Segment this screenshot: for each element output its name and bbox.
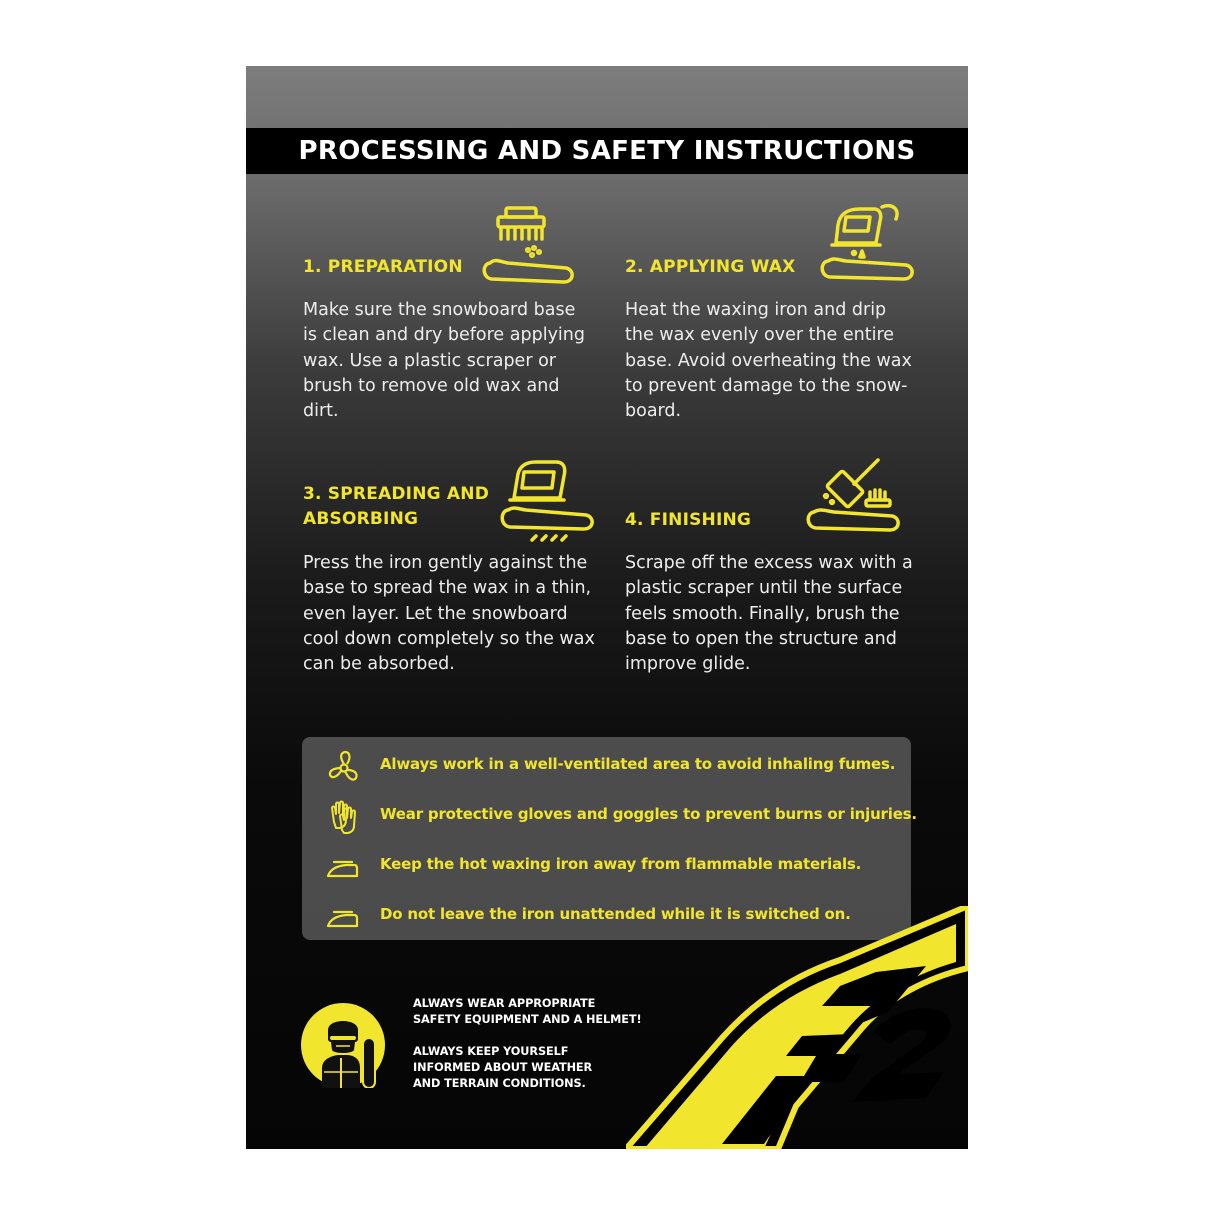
step-2-body [625, 298, 925, 424]
safety-note-weather [413, 1044, 592, 1092]
body-line: feels smooth. Finally, brush the [625, 603, 900, 624]
body-line: cool down completely so the wax [303, 628, 595, 649]
body-line: can be absorbed. [303, 654, 455, 675]
safety-item [302, 746, 911, 786]
step-3-body [303, 551, 603, 677]
note-line: AND TERRAIN CONDITIONS. [413, 1077, 586, 1090]
brush-snowboard-icon [478, 206, 578, 286]
page-title: PROCESSING AND SAFETY INSTRUCTIONS [298, 136, 916, 166]
body-line: Heat the waxing iron and drip [625, 300, 887, 320]
instruction-card [246, 66, 968, 1149]
gloves-icon [326, 800, 362, 834]
note-line: ALWAYS KEEP YOURSELF [413, 1045, 569, 1058]
step-3-title-line: 3. SPREADING AND [303, 484, 489, 504]
body-line: plastic scraper until the surface [625, 578, 903, 599]
fan-icon [326, 750, 362, 784]
safety-item [302, 846, 911, 886]
body-line: Make sure the snowboard base [303, 300, 576, 320]
iron-drip-icon [818, 201, 914, 283]
step-4-body [625, 551, 925, 677]
step-1-body [303, 298, 603, 424]
helmet-rider-icon [300, 1002, 386, 1088]
safety-text: Wear protective gloves and goggles to prevent burns or injuries. [380, 805, 917, 823]
body-line: is clean and dry before applying [303, 325, 585, 346]
f2-logo [626, 906, 968, 1149]
body-line: base to spread the wax in a thin, [303, 578, 592, 599]
step-1-title-line: 1. PREPARATION [303, 257, 463, 277]
body-line: Press the iron gently against the [303, 553, 588, 573]
iron-icon [326, 850, 362, 884]
step-4-title-line: 4. FINISHING [625, 510, 752, 530]
safety-note-helmet [413, 996, 642, 1028]
safety-item [302, 796, 917, 836]
step-1-title [303, 255, 463, 280]
step-2-title-line: 2. APPLYING WAX [625, 257, 796, 277]
safety-text: Do not leave the iron unattended while it is switched on. [380, 905, 851, 923]
body-line: board. [625, 401, 682, 422]
safety-text: Always work in a well-ventilated area to avoid inhaling fumes. [380, 755, 896, 773]
body-line: wax. Use a plastic scraper or [303, 350, 556, 371]
step-4-title [625, 508, 751, 533]
body-line: Scrape off the excess wax with a [625, 553, 913, 573]
body-line: dirt. [303, 401, 339, 422]
note-line: ALWAYS WEAR APPROPRIATE [413, 997, 596, 1010]
body-line: base to open the structure and [625, 628, 897, 649]
note-line: INFORMED ABOUT WEATHER [413, 1061, 593, 1074]
iron-icon [326, 900, 362, 934]
body-line: base. Avoid overheating the wax [625, 350, 912, 371]
safety-text: Keep the hot waxing iron away from flammable materials. [380, 855, 862, 873]
note-line: SAFETY EQUIPMENT AND A HELMET! [413, 1013, 642, 1026]
body-line: even layer. Let the snowboard [303, 603, 568, 624]
body-line: to prevent damage to the snow- [625, 375, 908, 396]
body-line: improve glide. [625, 654, 751, 675]
scraper-brush-icon [804, 456, 904, 536]
title-bar [246, 128, 968, 174]
body-line: the wax evenly over the entire [625, 325, 895, 346]
step-3-title [303, 482, 489, 532]
step-2-title [625, 255, 795, 280]
step-3-title-line: ABSORBING [303, 509, 419, 529]
body-line: brush to remove old wax and [303, 375, 560, 396]
iron-spread-icon [498, 458, 598, 550]
